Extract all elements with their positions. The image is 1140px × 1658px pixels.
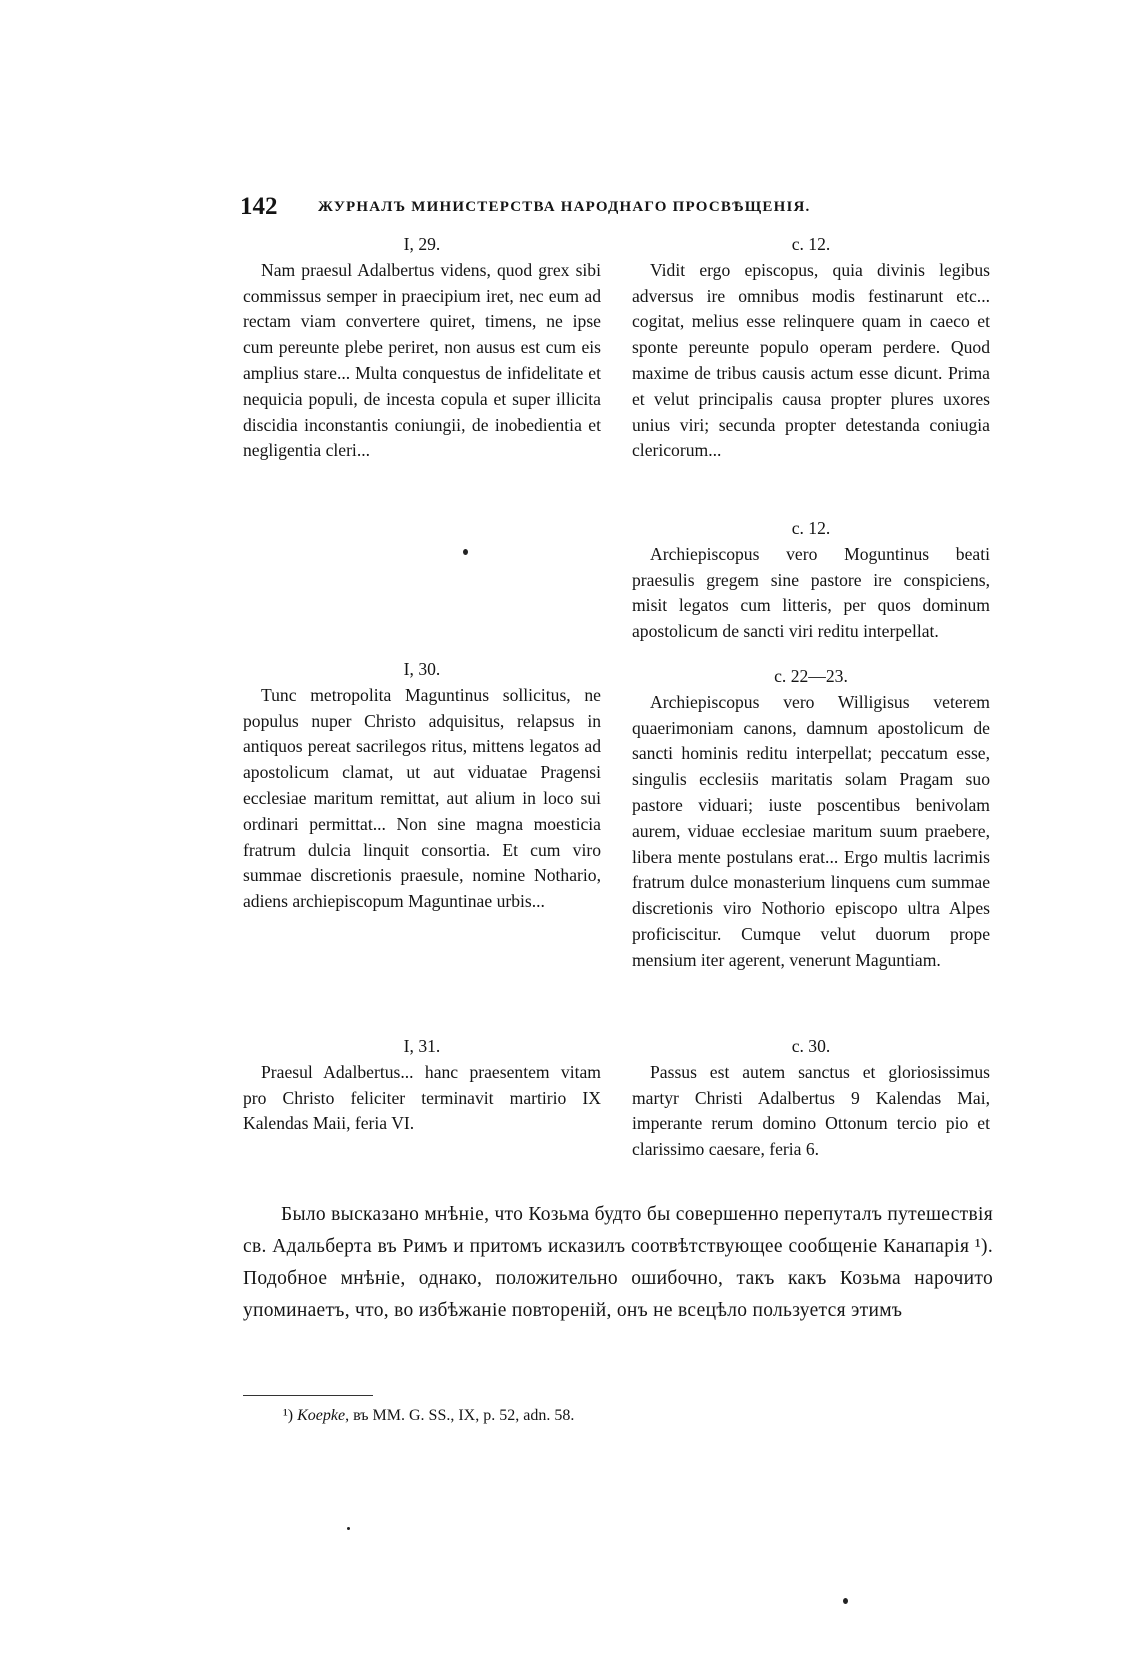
print-speck xyxy=(347,1527,350,1530)
section-reference: c. 12. xyxy=(791,518,831,538)
running-title: ЖУРНАЛЪ МИНИСТЕРСТВА НАРОДНАГО ПРОСВѢЩЕНІЯ. xyxy=(318,199,811,215)
footnote-marker: ¹) xyxy=(283,1407,294,1424)
latin-paragraph: Archiepiscopus vero Moguntinus beati praesulis gregem sine pastore ire conspiciens, misit legatos cum litteris, per quos dominum apostolicum de sancti viri reditu interpellat. xyxy=(632,543,990,642)
left-column-section-3 xyxy=(243,1034,601,1137)
latin-paragraph: Passus est autem sanctus et gloriosissimus martyr Christi Adalbertus 9 Kalendas Mai, imperante rerum domino Ottonum tercio pio et clarissimo caesare, feria 6. xyxy=(632,1061,990,1160)
section-reference: c. 22—23. xyxy=(774,666,848,686)
page-number: 142 xyxy=(240,193,278,220)
right-column-section-1 xyxy=(632,232,990,464)
latin-paragraph: Nam praesul Adalbertus videns, quod grex sibi commissus semper in praecipium iret, nec eum ad rectam viam convertere quiret, timens, ne ipse cum pereunte plebe periret, non ausus est cum eis amplius stare... Multa conquestus de infidelitate et nequicia populi, de incesta copula et super illicita discidia inconstantis coniungii, de inobedientia et negligentia cleri... xyxy=(243,259,601,461)
latin-paragraph: Praesul Adalbertus... hanc praesentem vitam pro Christo feliciter terminavit martirio IX Kalendas Maii, feria VI. xyxy=(243,1061,601,1134)
footnote-divider xyxy=(243,1395,373,1396)
section-reference: I, 29. xyxy=(403,234,441,254)
latin-paragraph: Tunc metropolita Maguntinus sollicitus, ne populus nuper Christo adquisitus, relapsus in antiquos pereat sacrilegos ritus, mittens legatos ad apostolicum clamat, ut aut viduatae Pragensi ecclesiae maritum remittat, aut alium in loco sui ordinari permittat... Non sine magna moesticia fratrum dulcia linquit consortia. Et cum viro summae discretionis praesule, nomine Nothario, adiens archiepiscopum Maguntinae urbis... xyxy=(243,684,601,912)
latin-paragraph: Vidit ergo episcopus, quia divinis legibus adversus ire omnibus modis festinarunt etc... cogitat, melius esse relinquere quam in caeco et sponte pereunte populo operam perdere. Quod maxime de tribus causis actum esse dicunt. Prima et velut principalis causa propter plures uxores unius viri; secunda propter detestanda coniugia clericorum... xyxy=(632,259,990,461)
footnote xyxy=(283,1404,574,1428)
section-reference: c. 12. xyxy=(791,234,831,254)
right-column-section-4 xyxy=(632,1034,990,1163)
section-reference: c. 30. xyxy=(791,1036,831,1056)
print-speck xyxy=(843,1598,848,1604)
section-reference: I, 30. xyxy=(403,659,441,679)
print-speck xyxy=(463,549,468,555)
section-reference: I, 31. xyxy=(403,1036,441,1056)
right-column-section-2 xyxy=(632,516,990,645)
latin-paragraph: Archiepiscopus vero Willigisus veterem quaerimoniam canons, damnum apostolicum de sancti hominis reditu interpellat; peccatum esse, singulis ecclesiis maritatis solam Pragam suo pastore viduari; iuste poscentibus benivolam aurem, viduae ecclesiae maritum suum praebere, libera mente postulans erat... Ergo multis lacrimis fratrum dulce monasterium linquens cum summae discretionis viro Nothorio episcopo ultra Alpes proficiscitur. Cumque velut duorum prope mensium iter agerent, venerunt Maguntiam. xyxy=(632,691,990,970)
main-paragraph: Было высказано мнѣніе, что Козьма будто бы совершенно перепуталъ путешествія св. Адальберта въ Римъ и притомъ исказилъ соотвѣтствующее сообщеніе Канапарія ¹). Подобное мнѣніе, однако, положительно ошибочно, такъ какъ Козьма нарочито упоминаетъ, что, во избѣжаніе повтореній, онъ не всецѣло пользуется этимъ xyxy=(243,1204,993,1321)
page-header xyxy=(240,192,880,222)
left-column-section-1 xyxy=(243,232,601,464)
footnote-citation: , въ ММ. G. SS., IX, p. 52, adn. 58. xyxy=(345,1407,575,1424)
footnote-author: Koepke xyxy=(297,1407,346,1424)
left-column-section-2 xyxy=(243,657,601,915)
right-column-section-3 xyxy=(632,664,990,974)
